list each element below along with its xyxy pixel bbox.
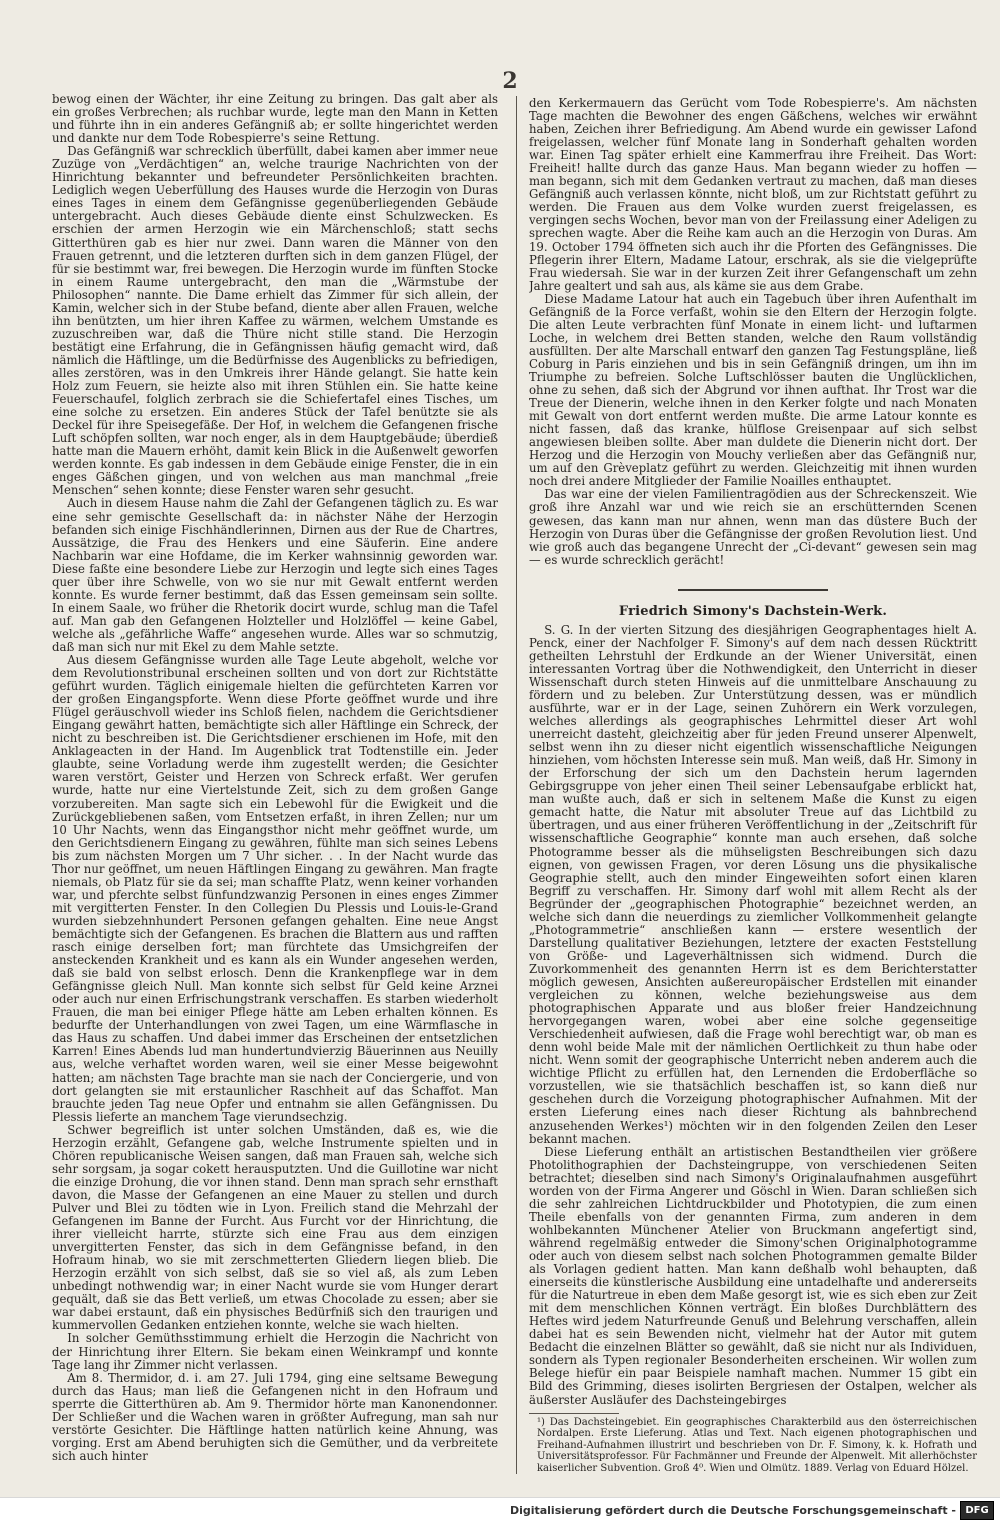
left-column bbox=[52, 93, 498, 1473]
paragraph: Aus diesem Gefängnisse wurden alle Tage Leute abgeholt, welche vor dem Revolutionstribunal erscheinen sollten und von dort zur Richtstätte geführt wurden. Täglich einigemale hielten die gefürchteten Karren vor der großen Eingangspforte. Wenn diese Pforte geöffnet wurde und ihre Flügel geräuschvoll wieder ins Schloß fielen, nachdem die Gerichtsdiener Eingang gewährt hatten, bemächtigte sich aller Häftlinge ein Schreck, der nicht zu beschreiben ist. Die Gerichtsdiener erschienen im Hofe, mit den Anklageacten in der Hand. Im Augenblick trat Todtenstille ein. Jeder glaubte, seine Vorladung werde ihm zugestellt werden; die Gesichter waren verstört, Geister und Herzen von Schreck erfaßt. Wer gerufen wurde, hatte nur eine Viertelstunde Zeit, sich zu dem großen Gange vorzubereiten. Man sagte sich ein Lebewohl für die Ewigkeit und die Zurückgebliebenen saßen, vom Entsetzen erfaßt, in ihren Zellen; nur um 10 Uhr Nachts, wenn das Eingangsthor nicht mehr geöffnet wurde, um den Gerichtsdienern Eingang zu gewähren, fühlte man sich seines Lebens bis zum nächsten Morgen um 7 Uhr sicher. . . In der Nacht wurde das Thor nur geöffnet, um neuen Häftlingen Eingang zu gewähren. Man fragte niemals, ob Platz für sie da sei; man schaffte Platz, wenn keiner vorhanden war, und pferchte selbst fünfundzwanzig Personen in eines enges Zimmer mit vergitterten Fenster. In den Collegien Du Plessis und Louis-le-Grand wurden siebzehnhundert Personen gefangen gehalten. Eine neue Angst bemächtigte sich der Gefangenen. Es brachen die Blattern aus und rafften rasch einige derselben fort; man fürchtete das Umsichgreifen der ansteckenden Krankheit und es kann als ein Wunder angesehen werden, daß sie bald von selbst erlosch. Denn die Krankenpflege war in dem Gefängnisse gleich Null. Man konnte sich selbst für Geld keine Arznei oder auch nur einen Erfrischungstrank verschaffen. Es starben wiederholt Frauen, die man bei einiger Pflege hätte am Leben erhalten können. Es bedurfte der Unterhandlungen von zwei Tagen, um eine Wärmflasche in das Haus zu schaffen. Und dabei immer das Erscheinen der entsetzlichen Karren! Eines Abends lud man hundertundvierzig Bäuerinnen aus Neuilly aus, welche verhaftet worden waren, weil sie einer Messe beigewohnt hatten; am nächsten Tage brachte man sie nach der Conciergerie, und von dort gelangten sie mit erstaunlicher Raschheit auf das Schaffot. Man brauchte jeden Tag neue Opfer und entnahm sie allen Gefängnissen. Du Plessis lieferte an manchem Tage vierundsechzig. bbox=[52, 653, 498, 1124]
page-number: 2 bbox=[502, 68, 518, 94]
paragraph: bewog einen der Wächter, ihr eine Zeitung zu bringen. Das galt aber als ein großes Verbrechen; als ruchbar wurde, legte man den Mann in Ketten und führte ihn in ein anderes Gefängniß ab; er sollte hingerichtet werden und dankte nur dem Tode Robespierre's seine Rettung. bbox=[52, 93, 498, 146]
article-paragraph: Diese Lieferung enthält an artistischen Bestandtheilen vier größere Photolithographien der Dachsteingruppe, von verschiedenen Seiten betrachtet; dieselben sind nach Simony's Originalaufnahmen ausgeführt worden von der Firma Angerer und Göschl in Wien. Daran schließen sich die sehr zahlreichen Lichtdruckbilder und Phototypien, die zum einen Theile ebenfalls von der genannten Firma, zum anderen in dem wohlbekannten Münchener Atelier von Bruckmann angefertigt sind, während regelmäßig entweder die Simony'schen Originalphotogramme oder auch von diesem selbst nach solchen Photogrammen gemalte Bilder als Vorlagen gedient hatten. Man kann deßhalb wohl behaupten, daß einerseits die künstlerische Ausbildung eine untadelhafte und andererseits für die Naturtreue in eben dem Maße gesorgt ist, wie es sich eben zur Zeit mit dem menschlichen Können verträgt. Ein bloßes Durchblättern des Heftes wird jedem Naturfreunde Genuß und Belehrung verschaffen, allein dabei hat es sein Bewenden nicht, vielmehr hat der Autor mit gutem Bedacht die einzelnen Blätter so gewählt, daß sie nicht nur als Individuen, sondern als Typen regionaler Besonderheiten erscheinen. Wir wollen zum Belege hiefür ein paar Beispiele namhaft machen. Nummer 15 gibt ein Bild des Grimming, dieses isolirten Bergriesen der Ostalpen, welcher als äußerster Ausläufer des Dachsteingebirges bbox=[529, 1144, 977, 1407]
footer-credit: Digitalisierung gefördert durch die Deutsche Forschungsgemeinschaft - bbox=[509, 1504, 956, 1517]
article-title: Friedrich Simony's Dachstein-Werk. bbox=[618, 603, 888, 619]
paragraph: Das war eine der vielen Familientragödien aus der Schreckenszeit. Wie groß ihre Anzahl war und wie reich sie an erschütternden Scenen gewesen, das kann man nur ahnen, wenn man das düstere Buch der Herzogin von Duras über die Gefängnisse der großen Revolution liest. Und wie groß auch das begangene Unrecht der „Ci-devant“ gewesen sein mag — es wurde schrecklich gerächt! bbox=[529, 487, 977, 567]
paragraph: Am 8. Thermidor, d. i. am 27. Juli 1794, ging eine seltsame Bewegung durch das Haus; man ließ die Gefangenen nicht in den Hofraum und sperrte die Gitterthüren ab. Am 9. Thermidor hörte man Kanonendonner. Der Schließer und die Wachen waren in größter Aufregung, man sah nur verstörte Gesichter. Die Häftlinge hatten natürlich keine Ahnung, was vorging. Erst am Abend beruhigten sich die Gemüther, und da verbreitete sich auch hinter bbox=[52, 1370, 498, 1463]
paragraph: Schwer begreiflich ist unter solchen Umständen, daß es, wie die Herzogin erzählt, Gefangene gab, welche Instrumente spielten und in Chören republicanische Weisen sangen, daß man Frauen sah, welche sich sehr sorgsam, ja sogar cokett herausputzten. Und die Guillotine war nicht die einzige Drohung, die vor ihnen stand. Denn man sprach sehr ernsthaft davon, die Masse der Gefangenen an eine Mauer zu stellen und durch Pulver und Blei zu tödten wie in Lyon. Freilich stand die Mehrzahl der Gefangenen im Banne der Furcht. Aus Furcht vor der Hinrichtung, die ihrer vielleicht harrte, stürzte sich eine Frau aus dem einzigen unvergitterten Fenster, das sich in dem Gefängnisse befand, in den Hofraum hinab, wo sie mit zerschmetterten Gliedern liegen blieb. Die Herzogin erzählt von sich selbst, daß sie so viel aß, als zum Leben unbedingt nothwendig war; in einer Nacht wurde sie vom Hunger derart gequält, daß sie das Bett verließ, um etwas Chocolade zu essen; aber sie war dabei erstaunt, daß ein physisches Bedürfniß sich den traurigen und kummervollen Gedanken entziehen konnte, welche sie wach hielten. bbox=[52, 1122, 498, 1333]
digitization-footer bbox=[0, 1497, 1000, 1523]
right-column-body bbox=[529, 97, 977, 567]
article-paragraph: S. G. In der vierten Sitzung des diesjährigen Geographentages hielt A. Penck, einer der Nachfolger F. Simony's auf dem nach dessen Rücktritt getheilten Lehrstuhl der Erdkunde an der Wiener Universität, einen interessanten Vortrag über die Nothwendigkeit, den Unterricht in dieser Wissenschaft durch steten Hinweis auf die unmittelbare Anschauung zu fördern und zu beleben. Zur Unterstützung dessen, was er mündlich ausführte, war er in der Lage, seinen Zuhörern ein Werk vorzulegen, welches allerdings als geographisches Lehrmittel dieser Art wohl unerreicht dasteht, gleichzeitig aber für jeden Freund unserer Alpenwelt, selbst wenn ihn zu dieser nicht eigentlich wissenschaftliche Neigungen hinziehen, vom höchsten Interesse sein muß. Man weiß, daß Hr. Simony in der Erforschung der sich um den Dachstein herum lagernden Gebirgsgruppe von jeher einen Theil seiner Lebensaufgabe erblickt hat, man wußte auch, daß er sich in seltenem Maße die Kunst zu eigen gemacht hatte, die Natur mit absoluter Treue auf das Lichtbild zu übertragen, und aus einer früheren Veröffentlichung in der „Zeitschrift für wissenschaftliche Geographie“ konnte man auch ersehen, daß solche Photogramme besser als die mühseligsten Beschreibungen sich dazu eignen, von gewissen Fragen, vor deren Lösung uns die physikalische Geographie stellt, auch den minder Eingeweihten sofort einen klaren Begriff zu verschaffen. Hr. Simony darf wohl mit allem Recht als der Begründer der „geographischen Photographie“ bezeichnet werden, an welche sich dann die neuerdings zu ziemlicher Vollkommenheit gelangte „Photogrammetrie“ anschließen kann — erstere wesentlich der Darstellung qualitativer Beziehungen, letztere der exacten Feststellung von Größe- und Lageverhältnissen sich widmend. Durch die Zuvorkommenheit des genannten Herrn ist es dem Berichterstatter möglich gewesen, Ansichten außereuropäischer Erdstellen mit einander vergleichen zu können, welche beziehungsweise aus dem photographischen Apparate und aus bloßer freier Handzeichnung hervorgegangen waren, wobei aber eine solche gegenseitige Verschiedenheit aufwiesen, daß die Frage wohl berechtigt war, ob man es denn wohl beide Male mit der nämlichen Oertlichkeit zu thun habe oder nicht. Wenn somit der geographische Unterricht neben anderem auch die wichtige Pflicht zu erfüllen hat, den Lernenden die Erdoberfläche so vorzustellen, wie sie thatsächlich beschaffen ist, so kann dieß nur geschehen durch die Vorzeigung photographischer Aufnahmen. Mit der ersten Lieferung eines nach dieser Richtung als bahnbrechend anzusehenden Werkes¹) möchten wir in den folgenden Zeilen den Leser bekannt machen. bbox=[529, 622, 977, 1146]
article-body bbox=[529, 624, 977, 1407]
paragraph: Das Gefängniß war schrecklich überfüllt, dabei kamen aber immer neue Zuzüge von „Verdächtigen“ an, welche traurige Nachrichten von der Hinrichtung bekannter und befreundeter Persönlichkeiten brachten. Lediglich wegen Ueberfüllung des Hauses wurde die Herzogin von Duras eines Tages in einem dem Gefängnisse gegenüberliegenden Gebäude untergebracht. Auch dieses Gebäude diente einst Schulzwecken. Es erschien der armen Herzogin wie ein Märchenschloß; statt sechs Gitterthüren gab es hier nur zwei. Dann waren die Männer von den Frauen getrennt, und die letzteren durften sich in dem ganzen Flügel, der für sie bestimmt war, frei bewegen. Die Herzogin wurde im fünften Stocke in einem Raume untergebracht, den man die „Wärmstube der Philosophen“ nannte. Die Dame erhielt das Zimmer für sich allein, der Kamin, welcher sich in der Stube befand, diente aber allen Frauen, welche ihn benützten, um hier ihren Kaffee zu wärmen, welchem Umstande es zuzuschreiben war, daß die Thüre nicht stille stand. Die Herzogin bestätigt eine Erfahrung, die in Gefängnissen häufig gemacht wird, daß nämlich die Häftlinge, um die Bedürfnisse des Augenblicks zu befriedigen, alles zerstören, was in den Umkreis ihrer Hände gelangt. Sie hatte kein Holz zum Feuern, sie heizte also mit ihren Stühlen ein. Sie hatte keine Feuerschaufel, folglich zerbrach sie die Schiefertafel eines Tisches, um eine solche zu ersetzen. Ein anderes Stück der Tafel benützte sie als Deckel für ihre Speisegefäße. Der Hof, in welchem die Gefangenen frische Luft schöpfen sollten, war noch enger, als in dem Hauptgebäude; überdieß hatte man die Mauern erhöht, damit kein Blick in die Außenwelt geworfen werden konnte. Es gab indessen in dem Gebäude einige Fenster, die in ein enges Gäßchen gingen, und von welchen aus man manchmal „freie Menschen“ sehen konnte; diese Fenster waren sehr gesucht. bbox=[52, 144, 498, 498]
paragraph: In solcher Gemüthsstimmung erhielt die Herzogin die Nachricht von der Hinrichtung ihrer Eltern. Sie bekam einen Weinkrampf und konnte Tage lang ihr Zimmer nicht verlassen. bbox=[52, 1331, 498, 1372]
paragraph: Auch in diesem Hause nahm die Zahl der Gefangenen täglich zu. Es war eine sehr gemischte Gesellschaft da: in nächster Nähe der Herzogin befanden sich einige Fischhändlerinnen, Dirnen aus der Rue de Chartres, Aussätzige, die Frau des Henkers und eine Säuferin. Eine andere Nachbarin war eine Hofdame, die im Kerker wahnsinnig geworden war. Diese faßte eine besondere Liebe zur Herzogin und legte sich eines Tages quer über ihre Schwelle, von wo sie nur mit Gewalt entfernt werden konnte. Es wurde ferner bestimmt, daß das Essen gemeinsam sein sollte. In einem Saale, wo früher die Rhetorik docirt wurde, schlug man die Tafel auf. Man gab den Gefangenen Holzteller und Holzlöffel — keine Gabel, welche als „gefährliche Waffe“ angesehen wurde. Alles war so schmutzig, daß man sich nur mit Ekel zu dem Mahle setzte. bbox=[52, 496, 498, 654]
dfg-logo-text: DFG bbox=[965, 1505, 989, 1516]
right-column bbox=[529, 97, 977, 1477]
column-divider bbox=[516, 96, 517, 1474]
dfg-logo-icon bbox=[960, 1501, 994, 1520]
paragraph: Diese Madame Latour hat auch ein Tagebuch über ihren Aufenthalt im Gefängniß de la Force verfaßt, wohin sie den Eltern der Herzogin folgte. Die alten Leute verbrachten fünf Monate in einem licht- und luftarmen Loche, in welchem drei Betten standen, welche den Raum vollständig ausfüllten. Der alte Marschall entwarf den ganzen Tag Festungspläne, ließ Coburg in Paris einziehen und bis in sein Gefängniß dringen, um ihn im Triumphe zu befreien. Solche Luftschlösser bauten die Unglücklichen, ohne zu sehen, daß sich der Abgrund vor ihnen aufthat. Ihr Trost war die Treue der Dienerin, welche ihnen in den Kerker folgte und nach Monaten mit Gewalt von dort entfernt werden mußte. Die arme Latour konnte es nicht fassen, daß das kranke, hülflose Greisenpaar auf sich selbst angewiesen bleiben sollte. Aber man duldete die Dienerin nicht dort. Der Herzog und die Herzogin von Mouchy verließen aber das Gefängniß nur, um auf den Grèveplatz geführt zu werden. Gleichzeitig mit ihnen wurden noch drei andere Mitglieder der Familie Noailles enthauptet. bbox=[529, 291, 977, 489]
footnote: ¹) Das Dachsteingebiet. Ein geographisches Charakterbild aus den österreichischen Nordalpen. Erste Lieferung. Atlas und Text. Nach eigenen photographischen und Freihand-Aufnahmen illustrirt und beschrieben von Dr. F. Simony, k. k. Hofrath und Universitätsprofessor. Für Fachmänner und Freunde der Alpenwelt. Mit allerhöchster kaiserlicher Subvention. Groß 4⁰. Wien und Olmütz. 1889. Verlag von Eduard Hölzel. bbox=[537, 1416, 977, 1474]
footnote-divider bbox=[529, 1413, 619, 1414]
article-separator bbox=[678, 589, 828, 591]
paragraph: den Kerkermauern das Gerücht vom Tode Robespierre's. Am nächsten Tage machten die Bewohner des engen Gäßchens, welches wir erwähnt haben, Zeichen ihrer Befriedigung. Am Abend wurde ein gewisser Lafond freigelassen, welcher fünf Monate lang in Sonderhaft gehalten worden war. Einen Tag später erhielt eine Kammerfrau ihre Freiheit. Das Wort: Freiheit! hallte durch das ganze Haus. Man begann wieder zu hoffen — man begann, sich mit dem Gedanken vertraut zu machen, daß man dieses Gefängniß auch verlassen könnte, nicht bloß, um zur Richtstatt geführt zu werden. Die Frauen aus dem Volke wurden zuerst freigelassen, es vergingen sechs Wochen, bevor man von der Freilassung einer Adeligen zu sprechen wagte. Aber die Reihe kam auch an die Herzogin von Duras. Am 19. October 1794 öffneten sich auch ihr die Pforten des Gefängnisses. Die Pflegerin ihrer Eltern, Madame Latour, erschrak, als sie die vielgeprüfte Frau wiedersah. Sie war in der kurzen Zeit ihrer Gefangenschaft um zehn Jahre gealtert und sah aus, als käme sie aus dem Grabe. bbox=[529, 97, 977, 293]
